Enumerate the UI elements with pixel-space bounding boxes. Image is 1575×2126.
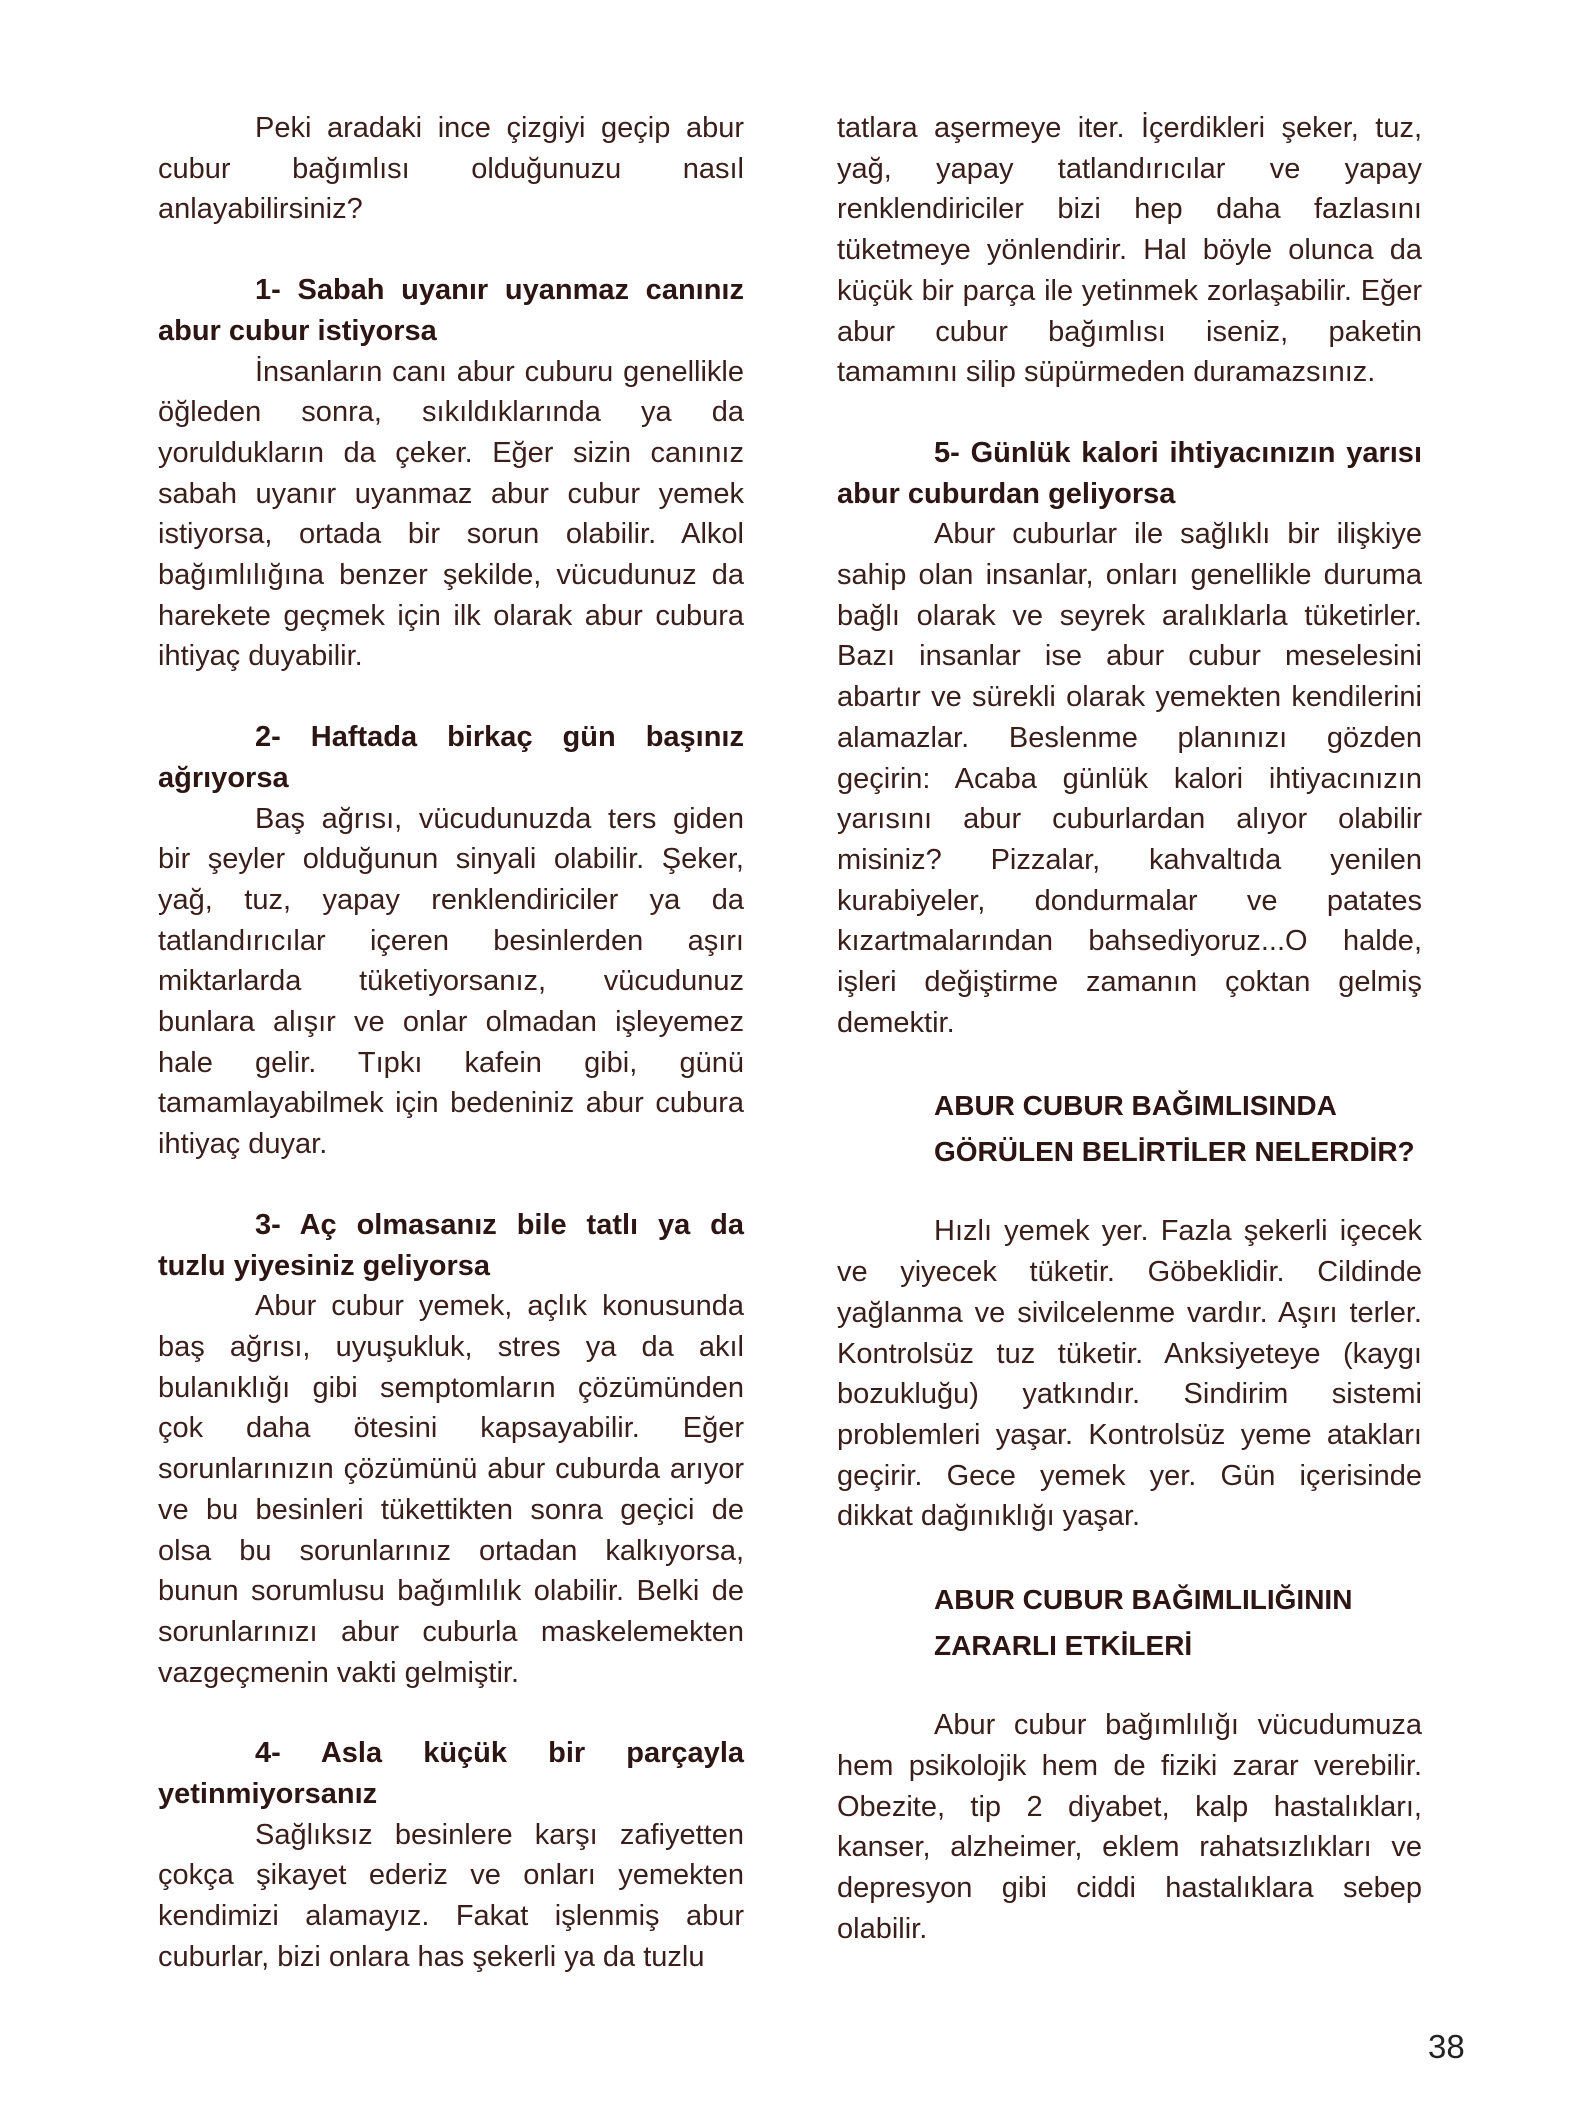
symptoms-heading-line-2: GÖRÜLEN BELİRTİLER NELERDİR? — [934, 1136, 1415, 1168]
page-number: 38 — [1428, 2028, 1465, 2065]
section-4-continuation: tatlara aşermeye iter. İçerdikleri şeker, tuz, yağ, yapay tatlandırıcılar ve yapay renklendiriciler bizi hep daha fazlasını tüketmeye yönlendirir. Hal böyle olunca da küçük bir parça ile yetinmek zorlaşabilir. Eğer abur cubur bağımlısı iseniz, paketin tamamını silip süpürmeden duramazsınız. — [837, 112, 1422, 389]
section-5-heading: 5- Günlük kalori ihtiyacınızın yarısı abur cuburdan geliyorsa — [837, 436, 1422, 510]
section-4-heading: 4- Asla küçük bir parçayla yetinmiyorsanız — [158, 1737, 744, 1811]
section-1-body: İnsanların canı abur cuburu genellikle öğleden sonra, sıkıldıklarında ya da yoruldukların da çeker. Eğer sizin canınız sabah uyanır uyanmaz abur cubur yemek istiyorsa, ortada bir sorun olabilir. Alkol bağımlılığına benzer şekilde, vücudunuz da harekete geçmek için ilk olarak abur cubura ihtiyaç duyabilir. — [158, 355, 744, 673]
right-column — [837, 108, 1422, 1949]
effects-heading-line-2: ZARARLI ETKİLERİ — [934, 1630, 1193, 1662]
effects-body: Abur cubur bağımlılığı vücudumuza hem psikolojik hem de fiziki zarar verebilir. Obezite, tip 2 diyabet, kalp hastalıkları, kanser, alzheimer, eklem rahatsızlıkları ve depresyon gibi ciddi hastalıklara sebep olabilir. — [837, 1709, 1422, 1945]
effects-heading-line-1: ABUR CUBUR BAĞIMLILIĞININ — [934, 1584, 1353, 1616]
section-5-body: Abur cuburlar ile sağlıklı bir ilişkiye sahip olan insanlar, onları genellikle duruma bağlı olarak ve seyrek aralıklarla tüketirler. Bazı insanlar ise abur cubur meselesini abartır ve sürekli olarak yemekten kendilerini alamazlar. Beslenme planınızı gözden geçirin: Acaba günlük kalori ihtiyacınızın yarısını abur cuburlardan alıyor olabilir misiniz? Pizzalar, kahvaltıda yenilen kurabiyeler, dondurmalar ve patates kızartmalarından bahsediyoruz...O halde, işleri değiştirme zamanın çoktan gelmiş demektir. — [837, 518, 1422, 1039]
intro-paragraph: Peki aradaki ince çizgiyi geçip abur cubur bağımlısı olduğunuzu nasıl anlayabilirsiniz? — [158, 112, 744, 226]
section-3-heading: 3- Aç olmasanız bile tatlı ya da tuzlu yiyesiniz geliyorsa — [158, 1208, 744, 1282]
section-3-body: Abur cubur yemek, açlık konusunda baş ağrısı, uyuşukluk, stres ya da akıl bulanıklığı gibi semptomların çözümünden çok daha ötesini kapsayabilir. Eğer sorunlarınızın çözümünü abur cuburda arıyor ve bu besinleri tükettikten sonra geçici de olsa bu sorunlarınız ortadan kalkıyorsa, bunun sorumlusu bağımlılık olabilir. Belki de sorunlarınızı abur cuburla maskelemekten vazgeçmenin vakti gelmiştir. — [158, 1290, 744, 1689]
section-1-heading: 1- Sabah uyanır uyanmaz canınız abur cubur istiyorsa — [158, 274, 744, 347]
effects-heading — [837, 1577, 1422, 1669]
symptoms-heading — [837, 1083, 1422, 1175]
symptoms-body: Hızlı yemek yer. Fazla şekerli içecek ve yiyecek tüketir. Göbeklidir. Cildinde yağlanma ve sivilcelenme vardır. Aşırı terler. Kontrolsüz tuz tüketir. Anksiyeteye (kaygı bozukluğu) yatkındır. Sindirim sistemi problemleri yaşar. Kontrolsüz yeme atakları geçirir. Gece yemek yer. Gün içerisinde dikkat dağınıklığı yaşar. — [837, 1215, 1422, 1533]
section-2-heading: 2- Haftada birkaç gün başınız ağrıyorsa — [158, 721, 744, 794]
symptoms-heading-line-1: ABUR CUBUR BAĞIMLISINDA — [934, 1090, 1337, 1122]
section-2-body: Baş ağrısı, vücudunuzda ters giden bir şeyler olduğunun sinyali olabilir. Şeker, yağ, tuz, yapay renklendiriciler ya da tatlandırıcılar içeren besinlerden aşırı miktarlarda tüketiyorsanız, vücudunuz bunlara alışır ve onlar olmadan işleyemez hale gelir. Tıpkı kafein gibi, günü tamamlayabilmek için bedeniniz abur cubura ihtiyaç duyar. — [158, 802, 744, 1161]
section-4-body: Sağlıksız besinlere karşı zafiyetten çokça şikayet ederiz ve onları yemekten kendimizi alamayız. Fakat işlenmiş abur cuburlar, bizi onlara has şekerli ya da tuzlu — [158, 1818, 744, 1973]
left-column — [158, 108, 744, 1978]
